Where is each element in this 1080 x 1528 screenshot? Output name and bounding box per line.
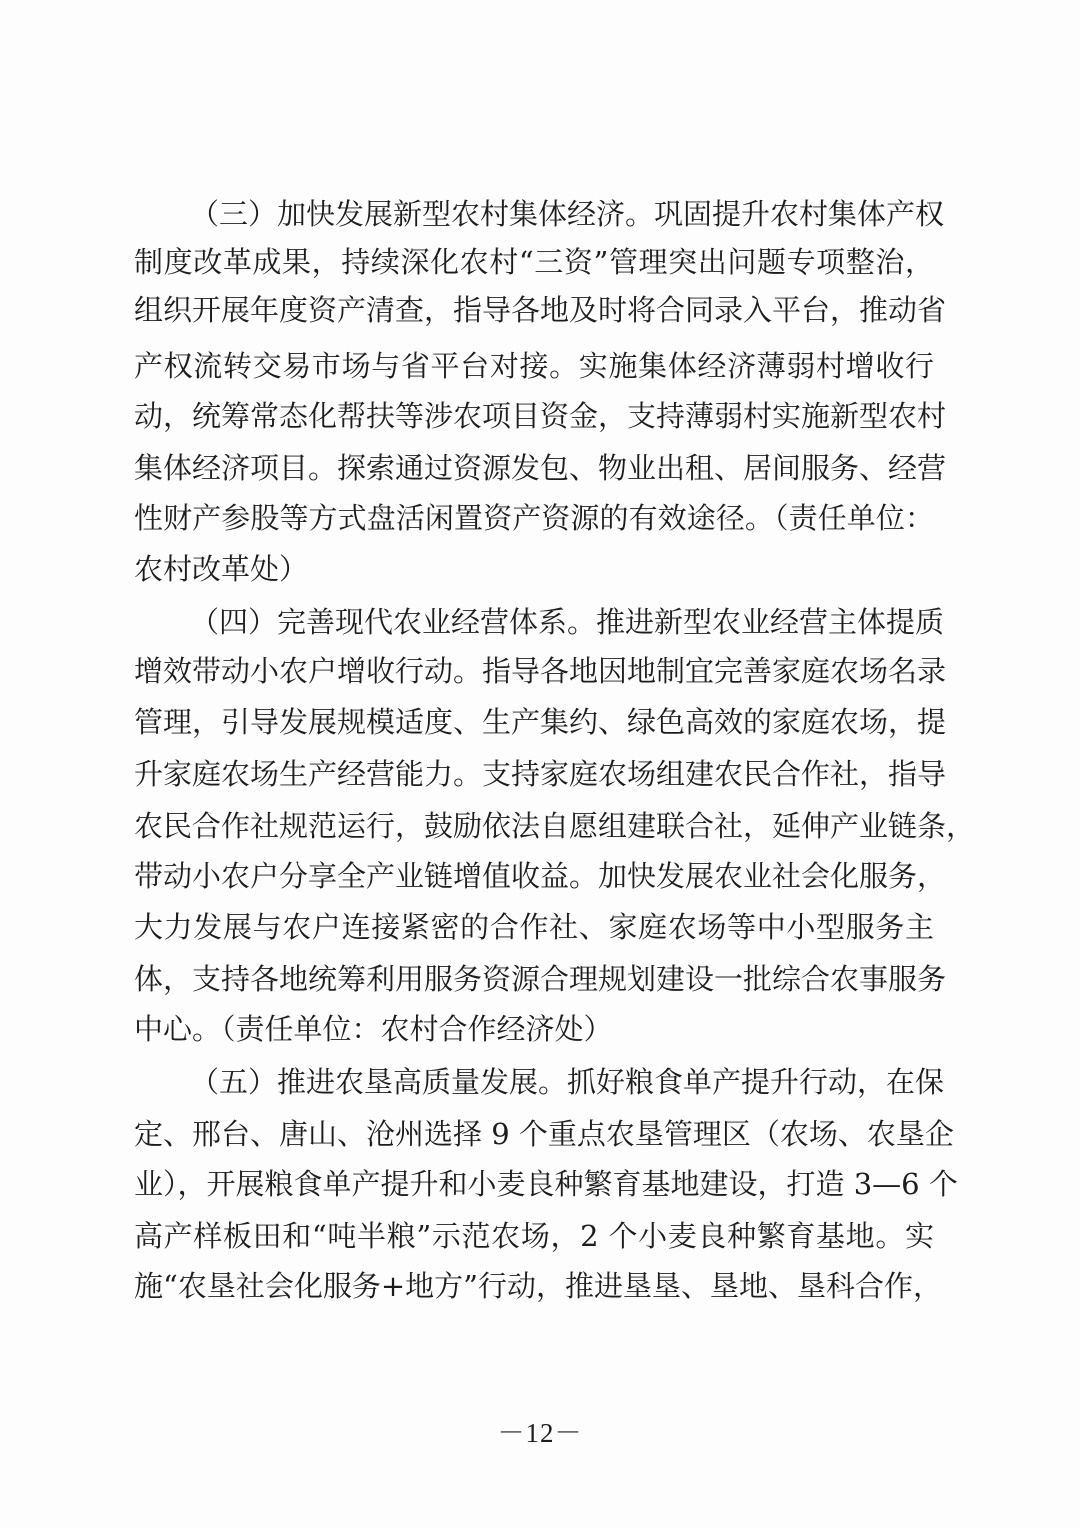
paragraph-3-line-3: 组织开展年度资产清查，指导各地及时将合同录入平台，推动省 (134, 293, 947, 327)
paragraph-3-line-5: 动，统筹常态化帮扶等涉农项目资金，支持薄弱村实施新型农村 (134, 399, 947, 433)
paragraph-4-line-3: 管理，引导发展规模适度、生产集约、绿色高效的家庭农场，提 (134, 705, 947, 739)
paragraph-5-line-1: （五）推进农垦高质量发展。抓好粮食单产提升行动，在保 (190, 1065, 945, 1099)
paragraph-4-line-1: （四）完善现代农业经营体系。推进新型农业经营主体提质 (190, 605, 945, 639)
paragraph-5-line-3: 业），开展粮食单产提升和小麦良种繁育基地建设，打造 3—6 个 (134, 1167, 958, 1201)
paragraph-4-line-5: 农民合作社规范运行，鼓励依法自愿组建联合社，延伸产业链条， (134, 809, 976, 843)
paragraph-5-line-4: 高产样板田和“吨半粮”示范农场，2 个小麦良种繁育基地。实 (134, 1219, 934, 1253)
paragraph-3-line-7: 性财产参股等方式盘活闲置资产资源的有效途径。（责任单位： (134, 501, 934, 535)
paragraph-4-line-4: 升家庭农场生产经营能力。支持家庭农场组建农民合作社，指导 (134, 757, 947, 791)
paragraph-3-line-4: 产权流转交易市场与省平台对接。实施集体经济薄弱村增收行 (134, 349, 934, 383)
paragraph-4-line-9: 中心。（责任单位：农村合作经济处） (134, 1012, 613, 1046)
paragraph-5-line-2: 定、邢台、唐山、沧州选择 9 个重点农垦管理区（农场、农垦企 (134, 1117, 954, 1151)
paragraph-4-line-6: 带动小农户分享全产业链增值收益。加快发展农业社会化服务， (134, 859, 947, 893)
paragraph-5-line-5: 施“农垦社会化服务+地方”行动，推进垦垦、垦地、垦科合作， (134, 1269, 942, 1303)
paragraph-4-line-8: 体，支持各地统筹利用服务资源合理规划建设一批综合农事服务 (134, 962, 947, 996)
paragraph-3-line-8: 农村改革处） (134, 552, 309, 586)
paragraph-3-line-2: 制度改革成果，持续深化农村“三资”管理突出问题专项整治， (134, 245, 934, 279)
paragraph-4-line-2: 增效带动小农户增收行动。指导各地因地制宜完善家庭农场名录 (134, 654, 947, 688)
paragraph-3-line-1: （三）加快发展新型农村集体经济。巩固提升农村集体产权 (190, 197, 945, 231)
page-number: －12－ (497, 1418, 583, 1448)
paragraph-3-line-6: 集体经济项目。探索通过资源发包、物业出租、居间服务、经营 (134, 451, 947, 485)
paragraph-4-line-7: 大力发展与农户连接紧密的合作社、家庭农场等中小型服务主 (134, 910, 934, 944)
